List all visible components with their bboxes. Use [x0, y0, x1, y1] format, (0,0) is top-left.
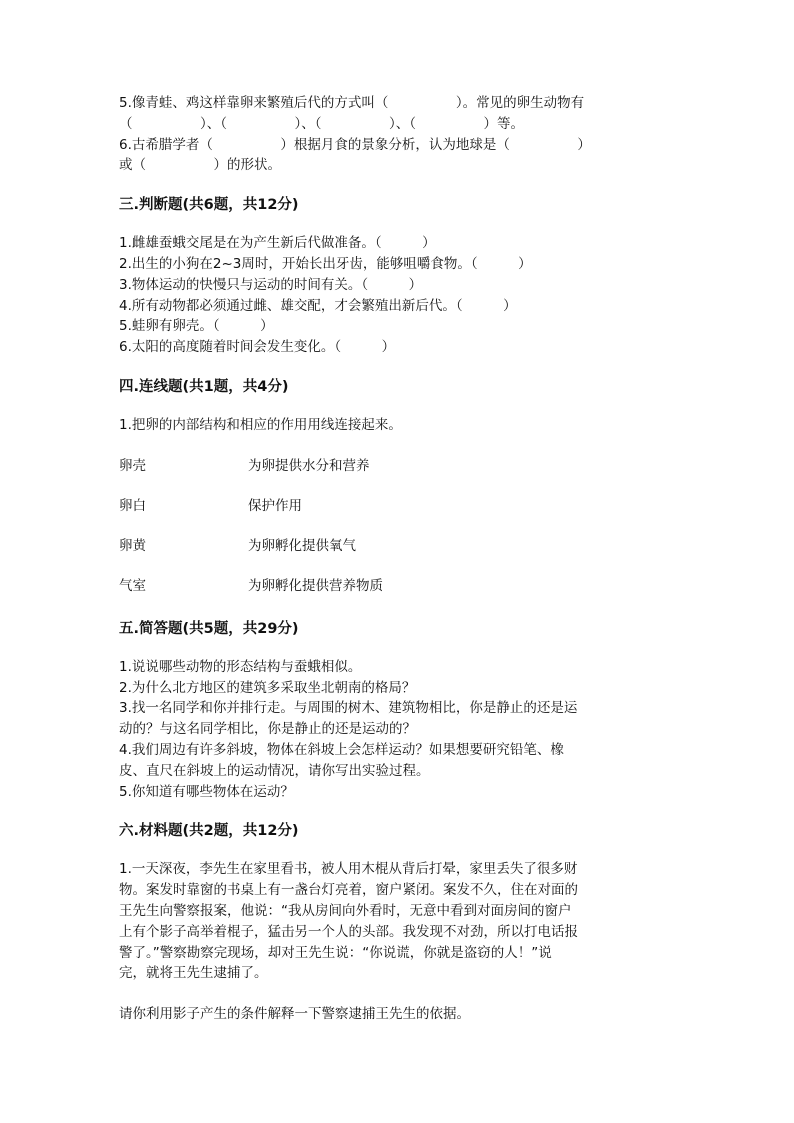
matching-section-title: 四.连线题(共1题，共4分) — [119, 378, 289, 395]
short-answer-section-title: 五.简答题(共5题，共29分) — [119, 620, 299, 637]
matching-pair — [119, 536, 679, 576]
short-answer-line: 皮、直尺在斜坡上的运动情况，请你写出实验过程。 — [119, 762, 430, 779]
material-passage-line: 1.一天深夜，李先生在家里看书，被人用木棍从背后打晕，家里丢失了很多财 — [119, 861, 578, 878]
matching-right-item: 为卵孵化提供氧气 — [248, 537, 356, 554]
judge-item: 3.物体运动的快慢只与运动的时间有关。（ ） — [119, 276, 423, 293]
matching-question: 1.把卵的内部结构和相应的作用用线连接起来。 — [119, 416, 402, 433]
matching-right-item: 保护作用 — [248, 497, 302, 514]
short-answer-line: 1.说说哪些动物的形态结构与蚕蛾相似。 — [119, 658, 362, 675]
material-passage-line: 完，就将王先生逮捕了。 — [119, 965, 268, 982]
material-passage-line: 上有个影子高举着棍子，猛击另一个人的头部。我发现不对劲，所以打电话报 — [119, 923, 578, 940]
short-answer-line: 动的？与这名同学相比，你是静止的还是运动的？ — [119, 721, 416, 738]
matching-pair — [119, 576, 679, 600]
judge-item: 5.蛙卵有卵壳。（ ） — [119, 318, 274, 335]
matching-left-item: 卵白 — [119, 497, 146, 514]
short-answer-line: 3.找一名同学和你并排行走。与周围的树木、建筑物相比，你是静止的还是运 — [119, 700, 578, 717]
question-5-line-2: （ ）、（ ）、（ ）、（ ）等。 — [119, 115, 524, 132]
judge-item: 1.雌雄蚕蛾交尾是在为产生新后代做准备。（ ） — [119, 235, 436, 252]
short-answer-line: 4.我们周边有许多斜坡，物体在斜坡上会怎样运动？如果想要研究铅笔、橡 — [119, 741, 564, 758]
fill-in-section — [119, 93, 679, 176]
material-passage-line: 警了。”警察勘察完现场，却对王先生说：“你说谎，你就是盗窃的人！”说 — [119, 944, 552, 961]
short-answer-line: 2.为什么北方地区的建筑多采取坐北朝南的格局？ — [119, 679, 416, 696]
judge-item: 2.出生的小狗在2~3周时，开始长出牙齿，能够咀嚼食物。（ ） — [119, 255, 532, 272]
short-answer-line: 5.你知道有哪些物体在运动？ — [119, 783, 294, 800]
material-passage-line: 物。案发时靠窗的书桌上有一盏台灯亮着，窗户紧闭。案发不久，住在对面的 — [119, 882, 578, 899]
judge-section — [119, 195, 679, 358]
material-section-title: 六.材料题(共2题，共12分) — [119, 823, 299, 840]
judge-item: 6.太阳的高度随着时间会发生变化。（ ） — [119, 339, 396, 356]
exam-page — [119, 93, 679, 1025]
matching-left-item: 卵壳 — [119, 457, 146, 474]
matching-pair — [119, 456, 679, 496]
matching-pair — [119, 496, 679, 536]
matching-left-item: 卵黄 — [119, 537, 146, 554]
question-6-line-1: 6.古希腊学者（ ）根据月食的景象分析，认为地球是（ ） — [119, 136, 591, 153]
material-prompt: 请你利用影子产生的条件解释一下警察逮捕王先生的依据。 — [119, 1006, 470, 1023]
material-passage-line: 王先生向警察报案，他说：“我从房间向外看时，无意中看到对面房间的窗户 — [119, 902, 572, 919]
question-6-line-2: 或（ ）的形状。 — [119, 157, 281, 174]
question-5-line-1: 5.像青蛙、鸡这样靠卵来繁殖后代的方式叫（ ）。常见的卵生动物有 — [119, 95, 585, 111]
matching-right-item: 为卵孵化提供营养物质 — [248, 577, 383, 594]
material-section — [119, 821, 679, 1025]
judge-section-title: 三.判断题(共6题，共12分) — [119, 197, 299, 214]
matching-right-item: 为卵提供水分和营养 — [248, 457, 370, 474]
matching-left-item: 气室 — [119, 577, 146, 594]
matching-section — [119, 377, 679, 600]
short-answer-section — [119, 619, 679, 803]
judge-item: 4.所有动物都必须通过雌、雄交配，才会繁殖出新后代。（ ） — [119, 297, 517, 314]
